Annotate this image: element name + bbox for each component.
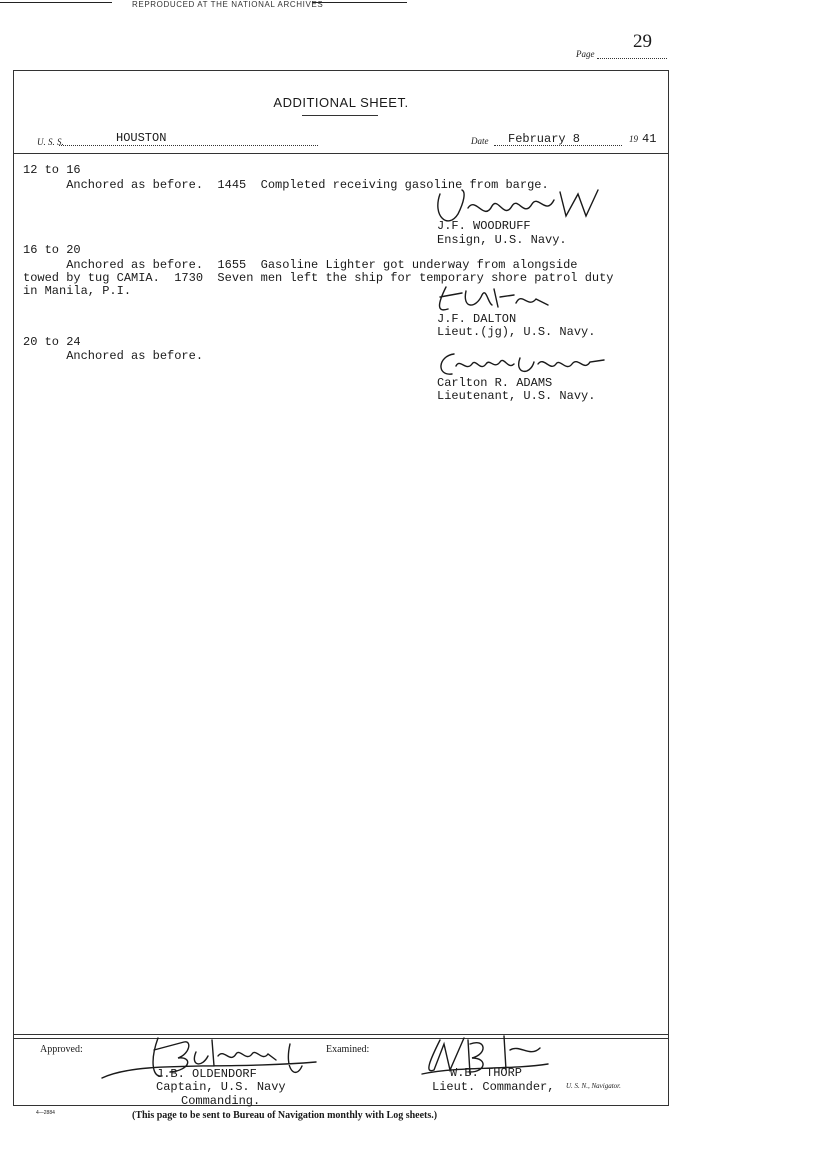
date-rule xyxy=(494,145,622,146)
signer-name: J.F. DALTON xyxy=(437,312,517,326)
top-edge-line-right xyxy=(312,2,407,3)
signer-name: J.F. WOODRUFF xyxy=(437,219,531,233)
approved-label: Approved: xyxy=(40,1044,83,1055)
signer-rank: Lieut.(jg), U.S. Navy. xyxy=(437,325,596,339)
title-underline xyxy=(302,115,378,116)
signer-rank: Ensign, U.S. Navy. xyxy=(437,233,567,247)
watch-entry-line: Anchored as before. 1445 Completed receiving gasoline from barge. xyxy=(23,178,549,192)
watch-period: 16 to 20 xyxy=(23,243,81,257)
watch-period: 20 to 24 xyxy=(23,335,81,349)
page-rule xyxy=(597,58,667,59)
uss-label: U. S. S. xyxy=(37,137,64,147)
watch-entry-line: in Manila, P.I. xyxy=(23,284,132,298)
ship-name-rule xyxy=(59,145,318,146)
date-value: February 8 xyxy=(508,132,581,146)
navigator-label: U. S. N., Navigator. xyxy=(566,1082,621,1090)
watch-period: 12 to 16 xyxy=(23,163,81,177)
examiner-name: W.B. THORP xyxy=(450,1066,523,1080)
header-divider xyxy=(14,153,668,154)
page-label: Page xyxy=(576,49,595,59)
sheet-title: ADDITIONAL SHEET. xyxy=(273,95,409,110)
year-suffix: 41 xyxy=(642,132,657,146)
watch-entry-line: Anchored as before. 1655 Gasoline Lighter got underway from alongside xyxy=(23,258,578,272)
watch-entry-line: Anchored as before. xyxy=(23,349,204,363)
archives-stamp: REPRODUCED AT THE NATIONAL ARCHIVES xyxy=(132,0,324,9)
approver-role: Commanding. xyxy=(181,1094,261,1108)
watch-entry-line: towed by tug CAMIA. 1730 Seven men left the ship for temporary shore patrol duty xyxy=(23,271,614,285)
bottom-note: (This page to be sent to Bureau of Navigation monthly with Log sheets.) xyxy=(132,1110,438,1121)
signer-name: Carlton R. ADAMS xyxy=(437,376,553,390)
approver-name: J.B. OLDENDORF xyxy=(156,1067,257,1081)
page-number: 29 xyxy=(633,31,652,52)
examiner-rank: Lieut. Commander, xyxy=(432,1080,555,1094)
approver-rank: Captain, U.S. Navy xyxy=(156,1080,286,1094)
form-number: 4—2884 xyxy=(36,1110,55,1116)
examined-label: Examined: xyxy=(326,1044,370,1055)
date-label: Date xyxy=(471,136,489,146)
top-edge-line-left xyxy=(0,2,112,3)
ship-name: HOUSTON xyxy=(116,131,167,145)
year-prefix: 19 xyxy=(629,134,638,144)
signer-rank: Lieutenant, U.S. Navy. xyxy=(437,389,596,403)
